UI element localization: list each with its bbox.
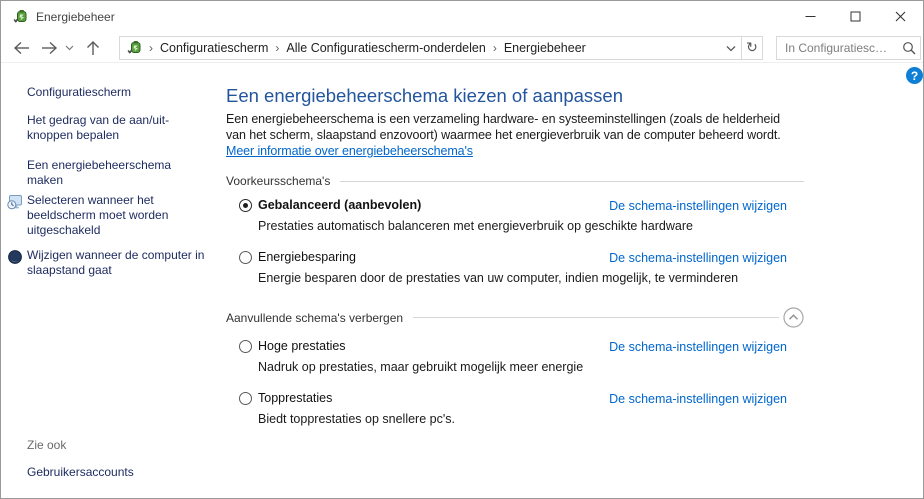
up-button[interactable] bbox=[81, 37, 105, 59]
power-plug-icon-small bbox=[126, 40, 142, 56]
change-plan-settings-link[interactable]: De schema-instellingen wijzigen bbox=[609, 199, 787, 213]
power-plan-ultimate-performance bbox=[239, 391, 787, 426]
power-plan-power-saver bbox=[239, 250, 787, 285]
breadcrumb-all-items[interactable]: Alle Configuratiescherm-onderdelen bbox=[286, 41, 486, 55]
change-plan-settings-link[interactable]: De schema-instellingen wijzigen bbox=[609, 340, 787, 354]
sidebar bbox=[1, 63, 221, 499]
section-divider bbox=[413, 317, 779, 318]
radio-high-performance[interactable] bbox=[239, 340, 252, 353]
plan-name[interactable]: Hoge prestaties bbox=[258, 339, 346, 353]
breadcrumb-separator-icon: › bbox=[492, 41, 497, 55]
power-plug-icon bbox=[12, 9, 28, 25]
plan-name[interactable]: Gebalanceerd (aanbevolen) bbox=[258, 198, 422, 212]
radio-ultimate-performance[interactable] bbox=[239, 392, 252, 405]
page-title: Een energiebeheerschema kiezen of aanpassen bbox=[226, 85, 624, 106]
sidebar-item-display-off[interactable]: Selecteren wanneer het beeldscherm moet worden uitgeschakeld bbox=[27, 193, 169, 237]
section-preferred-plans bbox=[226, 174, 804, 188]
sidebar-item-user-accounts[interactable]: Gebruikersaccounts bbox=[27, 465, 134, 479]
search-icon[interactable] bbox=[898, 37, 920, 59]
display-clock-icon bbox=[7, 194, 23, 210]
minimize-button[interactable] bbox=[788, 1, 833, 32]
sidebar-item-power-buttons[interactable]: Het gedrag van de aan/uit-knoppen bepalen bbox=[27, 113, 170, 142]
change-plan-settings-link[interactable]: De schema-instellingen wijzigen bbox=[609, 392, 787, 406]
plan-description: Biedt topprestaties op snellere pc's. bbox=[258, 412, 455, 426]
window-title: Energiebeheer bbox=[36, 10, 115, 24]
sidebar-item-create-power-plan[interactable]: Een energiebeheerschema maken bbox=[27, 158, 172, 187]
intro-paragraph bbox=[226, 111, 800, 159]
recent-pages-chevron-icon[interactable] bbox=[61, 37, 77, 59]
section-label: Voorkeursschema's bbox=[226, 174, 331, 188]
breadcrumb-separator-icon: › bbox=[275, 41, 280, 55]
section-additional-plans bbox=[226, 307, 804, 328]
power-plan-balanced bbox=[239, 198, 787, 233]
main-content bbox=[226, 63, 806, 499]
plan-description: Nadruk op prestaties, maar gebruikt mogelijk meer energie bbox=[258, 360, 584, 374]
plan-name[interactable]: Topprestaties bbox=[258, 391, 333, 405]
close-button[interactable] bbox=[878, 1, 923, 32]
forward-button[interactable] bbox=[37, 37, 61, 59]
search-box[interactable] bbox=[776, 36, 921, 60]
address-dropdown-chevron-icon[interactable] bbox=[721, 37, 741, 59]
sidebar-item-control-panel-home[interactable]: Configuratiescherm bbox=[27, 85, 132, 99]
breadcrumb-separator-icon: › bbox=[149, 41, 153, 55]
radio-power-saver[interactable] bbox=[239, 251, 252, 264]
address-bar[interactable] bbox=[119, 36, 763, 60]
search-input[interactable] bbox=[777, 41, 898, 55]
sleep-moon-icon bbox=[7, 249, 23, 265]
more-info-link[interactable]: Meer informatie over energiebeheerschema's bbox=[226, 144, 473, 158]
change-plan-settings-link[interactable]: De schema-instellingen wijzigen bbox=[609, 251, 787, 265]
refresh-icon[interactable]: ↻ bbox=[741, 37, 762, 59]
caption-buttons bbox=[788, 1, 923, 32]
section-label: Aanvullende schema's verbergen bbox=[226, 310, 404, 325]
title-bar[interactable] bbox=[1, 1, 923, 33]
collapse-chevron-up-icon[interactable] bbox=[783, 307, 804, 328]
power-plan-high-performance bbox=[239, 339, 787, 374]
plan-description: Prestaties automatisch balanceren met energieverbruik op geschikte hardware bbox=[258, 219, 693, 233]
breadcrumb-power-options[interactable]: Energiebeheer bbox=[503, 41, 586, 55]
plan-name[interactable]: Energiebesparing bbox=[258, 250, 356, 264]
radio-balanced[interactable] bbox=[239, 199, 252, 212]
breadcrumb-control-panel[interactable]: Configuratiescherm bbox=[160, 41, 269, 55]
plan-description: Energie besparen door de prestaties van uw computer, indien mogelijk, te verminderen bbox=[258, 271, 739, 285]
maximize-button[interactable] bbox=[833, 1, 878, 32]
section-divider bbox=[340, 181, 804, 182]
back-button[interactable] bbox=[9, 37, 33, 59]
intro-text: Een energiebeheerschema is een verzameling hardware- en systeeminstellingen (zoals de helderheid van het scherm, slaapstand enzovoort) waarmee het energieverbruik van de computer beheerd wordt. bbox=[226, 112, 781, 142]
sidebar-item-change-sleep[interactable]: Wijzigen wanneer de computer in slaapstand gaat bbox=[27, 248, 205, 277]
help-icon[interactable]: ? bbox=[906, 67, 923, 84]
see-also-header: Zie ook bbox=[27, 438, 67, 452]
